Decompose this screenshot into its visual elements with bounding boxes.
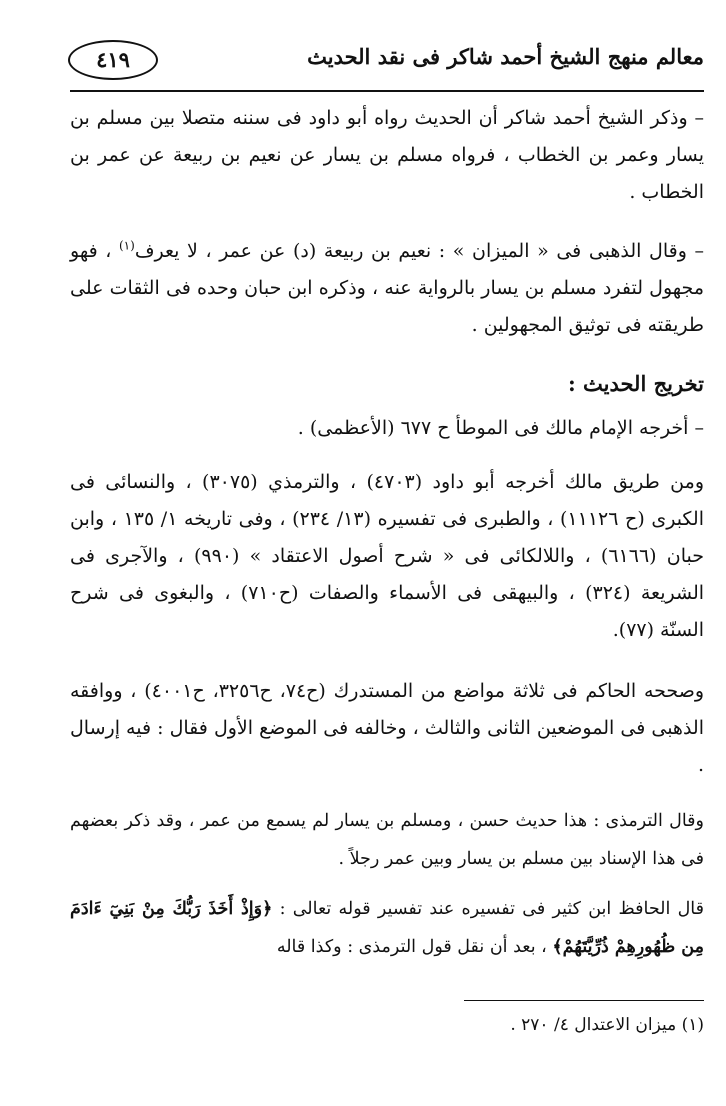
paragraph-7 bbox=[70, 890, 704, 966]
footnote-separator bbox=[464, 1000, 704, 1001]
paragraph-text: وقال الترمذى : هذا حديث حسن ، ومسلم بن يسار لم يسمع من عمر ، وقد ذكر بعضهم فى هذا الإسناد بين مسلم بن يسار وبين عمر رجلاً . bbox=[70, 811, 704, 869]
paragraph-3 bbox=[70, 410, 704, 447]
paragraph-text: ومن طريق مالك أخرجه أبو داود (٤٧٠٣) ، والترمذي (٣٠٧٥) ، والنسائى فى الكبرى (ح ١١١٢٦) ، والطبرى فى تفسيره (١٣/ ٢٣٤) ، وفى تاريخه ١/ ١٣٥ ، وابن حبان (٦١٦٦) ، واللالكائى فى « شرح أصول الاعتقاد » (٩٩٠) ، والآجرى فى الشريعة (٣٢٤) ، والبيهقى فى الأسماء والصفات (ح٧١٠) ، والبغوى فى شرح السنّة (٧٧). bbox=[70, 471, 705, 641]
section-heading: تخريج الحديث : bbox=[567, 371, 704, 396]
paragraph-1 bbox=[70, 100, 704, 211]
paragraph-6 bbox=[70, 802, 704, 878]
footnote-text: (١) ميزان الاعتدال ٤/ ٢٧٠ . bbox=[510, 1015, 704, 1035]
page-header bbox=[70, 30, 704, 92]
page-number: ٤١٩ bbox=[68, 40, 158, 80]
paragraph-4 bbox=[70, 464, 704, 649]
paragraph-text: – أخرجه الإمام مالك فى الموطأ ح ٦٧٧ (الأعظمى) . bbox=[297, 417, 704, 439]
running-title: معالم منهج الشيخ أحمد شاكر فى نقد الحديث bbox=[307, 44, 704, 69]
paragraph-text-part: ، فهو مجهول لتفرد مسلم بن يسار بالرواية عنه ، وذكره ابن حبان وحده فى الثقات على طريقته فى توثيق المجهولين . bbox=[70, 240, 704, 336]
paragraph-text: – وذكر الشيخ أحمد شاكر أن الحديث رواه أبو داود فى سننه متصلا بين مسلم بن يسار وعمر بن الخطاب ، فرواه مسلم بن يسار عن نعيم بن ربيعة عن عمر بن الخطاب . bbox=[70, 107, 704, 203]
paragraph-text-part: ، بعد أن نقل قول الترمذى : وكذا قاله bbox=[276, 937, 553, 957]
paragraph-text: وصححه الحاكم فى ثلاثة مواضع من المستدرك (ح٧٤، ح٣٢٥٦، ح٤٠٠١) ، ووافقه الذهبى فى الموضعين الثانى والثالث ، وخالفه فى الموضع الأول فقال : فيه إرسال . bbox=[70, 680, 705, 776]
paragraph-5 bbox=[70, 673, 704, 784]
paragraph-text-part: – وقال الذهبى فى « الميزان » : نعيم بن ربيعة (د) عن عمر ، لا يعرف bbox=[134, 240, 704, 262]
section-heading-wrap bbox=[70, 366, 704, 402]
quran-verse: ﴿وَإِذْ أَخَذَ رَبُّكَ مِنْ بَنِيٓ ءَادَمَ مِن ظُهُورِهِمْ ذُرِّيَّتَهُمْ﴾ bbox=[70, 899, 704, 957]
paragraph-2 bbox=[70, 233, 704, 344]
paragraph-text-part: قال الحافظ ابن كثير فى تفسيره عند تفسير قوله تعالى : bbox=[272, 899, 704, 919]
footnote bbox=[510, 1015, 704, 1035]
footnote-ref: (١) bbox=[118, 238, 135, 253]
paragraph-text bbox=[70, 890, 704, 966]
paragraph-text bbox=[70, 233, 704, 344]
